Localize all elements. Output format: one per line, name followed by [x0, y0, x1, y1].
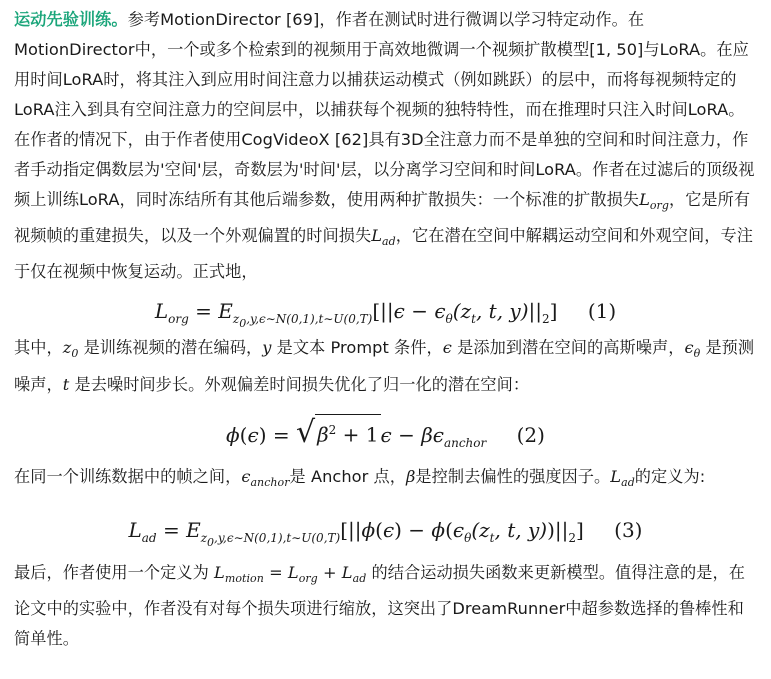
def-text-a: 其中，	[14, 338, 63, 358]
equation-number-2: (2)	[516, 422, 545, 447]
conclusion-paragraph	[14, 558, 757, 654]
math-epsilon-theta: $\epsilon_\theta$	[684, 338, 701, 361]
anchor-paragraph	[14, 462, 757, 498]
intro-text-3: ，它在潜在空间中解耦运动空间和外观空间，专注于仅在视频中恢复运动。正式地，	[14, 226, 753, 282]
equation-number-3: (3)	[614, 517, 643, 542]
math-y: y	[262, 338, 272, 358]
math-epsilon: ϵ	[442, 338, 452, 358]
math-t: t	[62, 374, 70, 394]
def-text-e: 是预测噪声，	[14, 338, 755, 394]
conclusion-text-a: 最后，作者使用一个定义为	[14, 562, 215, 582]
math-beta: β	[406, 466, 416, 486]
intro-paragraph	[14, 5, 757, 287]
math-epsilon-anchor: $\epsilon_{anchor}$	[241, 466, 290, 489]
equation-2: ϕ(ϵ) = √ $\beta^2 + 1$ $\epsilon - \beta\epsilon_{anchor}$ (2)	[226, 414, 545, 450]
anchor-text-c: 是控制去偏性的强度因子。	[415, 466, 611, 486]
intro-text: 参考MotionDirector [69]，作者在测试时进行微调以学习特定动作。在MotionDirector中，一个或多个检索到的视频用于高效地微调一个视频扩散模型[1, 50]与LoRA。在应用时间LoRA时，将其注入到应用时间注意力以捕获运动模式（例如跳跃）的层中，而将每视频特定的LoRA注入到具有空间注意力的空间层中，以捕获每个视频的独特特性，而在推理时只注入时间LoRA。在作者的情况下，由于作者使用CogVideoX [62]具有3D全注意力而不是单独的空间和时间注意力，作者手动指定偶数层为'空间'层，奇数层为'时间'层，以分离学习空间和时间LoRA。作者在过滤后的顶级视频上训练LoRA，同时冻结所有其他后端参数，使用两种扩散损失：一个标准的扩散损失	[14, 10, 755, 209]
math-l-ad: $L_{ad}$	[371, 226, 396, 249]
def-text-b: 是训练视频的潜在编码，	[78, 338, 263, 358]
equation-1: $L_{org} = E_{z0,y,\epsilon\sim N(0,1),t\sim U(0,T)}[||\epsilon - \epsilon_\theta(z_t$, t, $y)||_2$] (1)	[154, 299, 617, 331]
intro-text-2: ，它是所有视频帧的重建损失，以及一个外观偏置的时间损失	[14, 190, 751, 246]
anchor-text-a: 在同一个训练数据中的帧之间，	[14, 466, 242, 486]
equation-number-1: (1)	[587, 299, 617, 324]
section-lead: 运动先验训练。	[14, 10, 128, 29]
definitions-paragraph	[14, 333, 757, 399]
anchor-text-d: 的定义为:	[634, 466, 706, 486]
def-text-d: 是添加到潜在空间的高斯噪声，	[451, 338, 685, 358]
math-z0: $z_0$	[62, 338, 79, 361]
math-l-ad-2: $L_{ad}$	[610, 466, 635, 489]
conclusion-text-b: 的结合运动损失函数来更新模型。值得注意的是，在论文中的实验中，作者没有对每个损失项进行缩放，这突出了DreamRunner中超参数选择的鲁棒性和简单性。	[14, 562, 745, 649]
math-l-org: $L_{org}$	[639, 190, 669, 213]
def-text-f: 是去噪时间步长。外观偏差时间损失优化了归一化的潜在空间：	[69, 374, 530, 394]
anchor-text-b: 是 Anchor 点，	[289, 466, 406, 486]
math-l-motion: $L_{motion} = L_{org} + L_{ad}$	[214, 562, 367, 586]
equation-3: $L_{ad} = E_{z0,y,\epsilon\sim N(0,1),t\sim U(0,T)}[||\phi(\epsilon) - \phi(\epsilon_\theta(z_t$, t, $y))||_2$] (3)	[128, 517, 643, 549]
def-text-c: 是文本 Prompt 条件，	[271, 338, 443, 358]
